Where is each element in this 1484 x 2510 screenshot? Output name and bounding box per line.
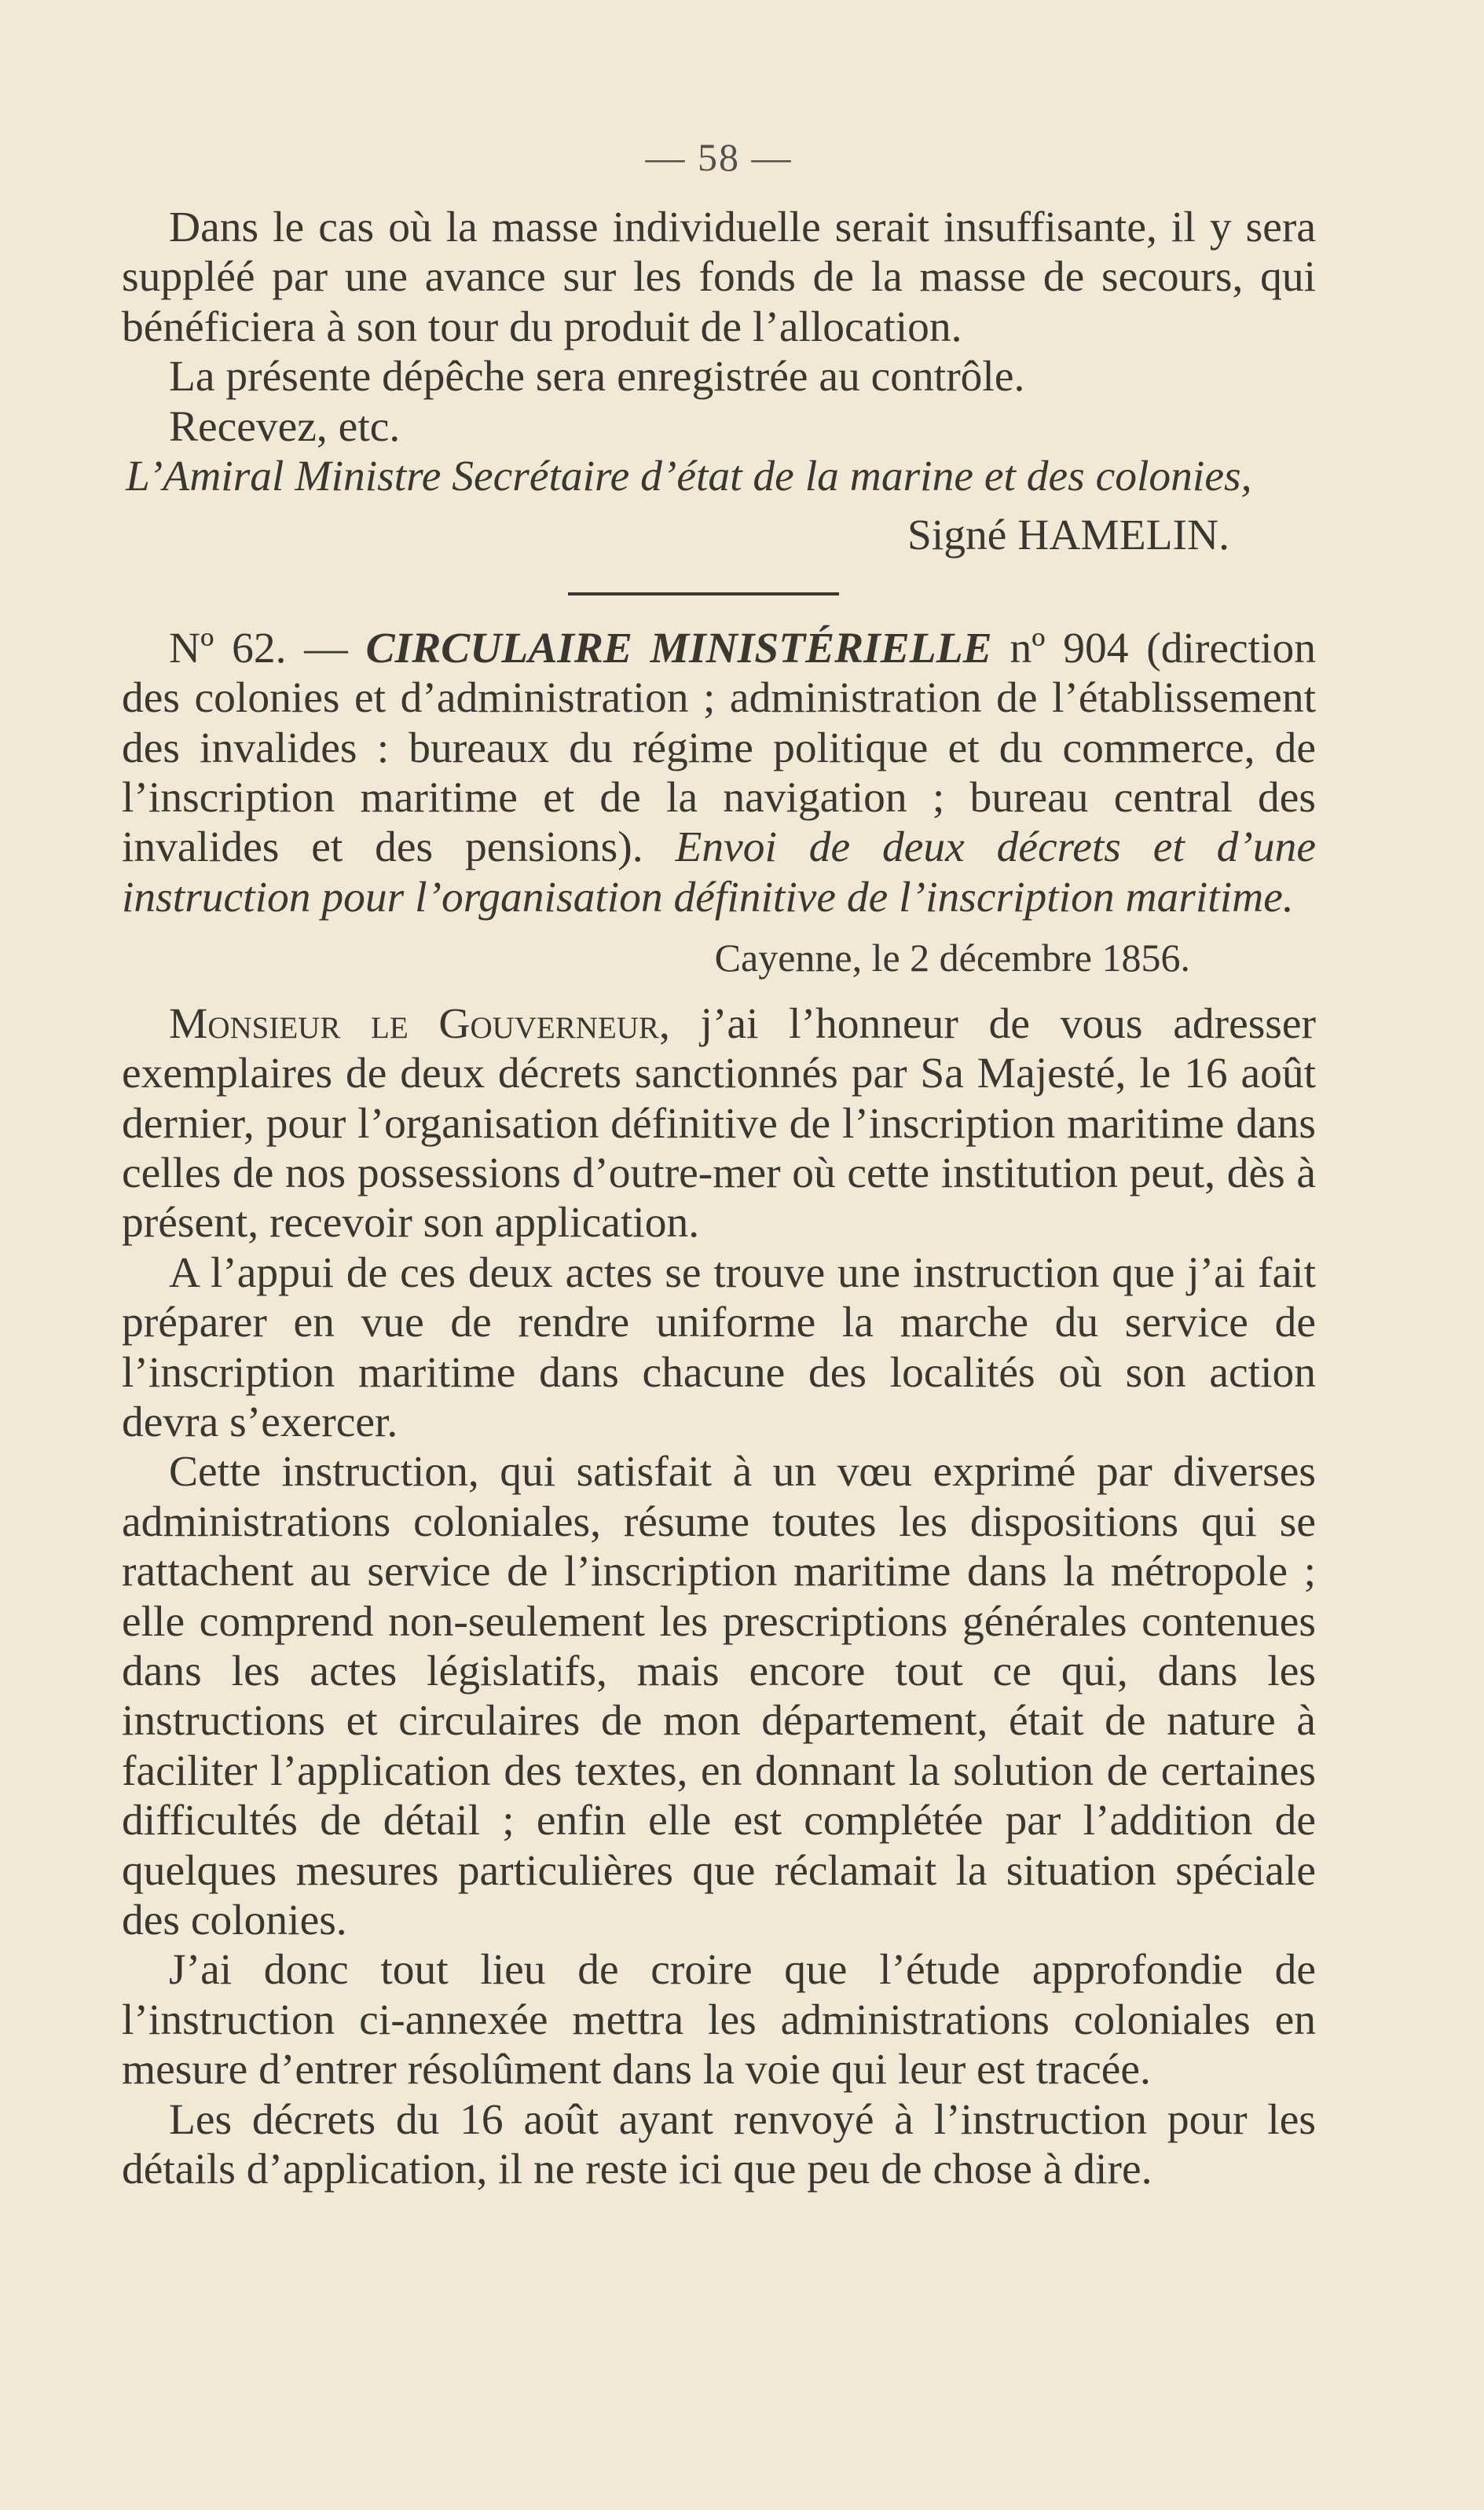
letter-paragraph-2: A l’appui de ces deux actes se trouve une instruction que j’ai fait préparer en vue de rendre uniforme la marche du service de l’inscription maritime dans chacune des localités où son action devra s’exercer. [122, 1248, 1316, 1446]
letter-paragraph-1-text: , j’ai l’honneur de vous adresser exemplaires de deux décrets sanctionnés par Sa Majesté, le 16 août dernier, pour l’organisation définitive de l’inscription maritime dans celles de nos possessions d’outre-mer où cette institution peut, dès à présent, recevoir son application. [122, 999, 1317, 1248]
letter-paragraph-5: Les décrets du 16 août ayant renvoyé à l’instruction pour les détails d’application, il ne reste ici que peu de chose à dire. [122, 2095, 1316, 2194]
signature-line: Signé HAMELIN. [907, 511, 1229, 560]
opening-paragraph-1: Dans le cas où la masse individuelle serait insuffisante, il y sera suppléé par une avance sur les fonds de la masse de secours, qui bénéficiera à son tour du produit de l’allocation. [122, 203, 1316, 351]
document-page [122, 134, 1316, 2194]
opening-paragraph-3: Recevez, etc. [169, 402, 401, 451]
letter-paragraph-3: Cette instruction, qui satisfait à un vœu exprimé par diverses administrations coloniales, résume toutes les dispositions qui se rattachent au service de l’inscription maritime dans la métropole ; elle comprend non-seulement les prescriptions générales contenues dans les actes législatifs, mais encore tout ce qui, dans les instructions et circulaires de mon département, était de nature à faciliter l’application des textes, en donnant la solution de certaines difficultés de détail ; enfin elle est complétée par l’addition de quelques mesures particulières que réclamait la situation spéciale des colonies. [122, 1448, 1316, 1944]
letter-paragraph-1 [122, 999, 1316, 1248]
signatory-title: L’Amiral Ministre Secrétaire d’état de la marine et des colonies, [126, 453, 1252, 501]
circular-subject: Envoi de deux décrets et d’une instruction pour l’organisation définitive de l’inscription maritime. [122, 823, 1316, 922]
letter-paragraph-4: J’ai donc tout lieu de croire que l’étude approfondie de l’instruction ci-annexée mettra les administrations coloniales en mesure d’entrer résolûment dans la voie qui leur est tracée. [122, 1946, 1316, 2094]
circular-title: CIRCULAIRE MINISTÉRIELLE [365, 624, 992, 672]
circular-description: nº 904 (direction des colonies et d’administration ; administration de l’établissement des invalides : bureaux du régime politique et du commerce, de l’inscription maritime et de la navigation ; bureau central des invalides et des pensions). [122, 624, 1317, 872]
place-date: Cayenne, le 2 décembre 1856. [714, 936, 1190, 980]
section-divider [568, 592, 839, 595]
circular-number: Nº 62. — [169, 624, 348, 672]
page-number: — 58 — [645, 135, 793, 179]
circular-heading [122, 624, 1316, 922]
opening-paragraph-2: La présente dépêche sera enregistrée au contrôle. [169, 353, 1025, 401]
salutation: Monsieur le Gouverneur [169, 999, 659, 1048]
